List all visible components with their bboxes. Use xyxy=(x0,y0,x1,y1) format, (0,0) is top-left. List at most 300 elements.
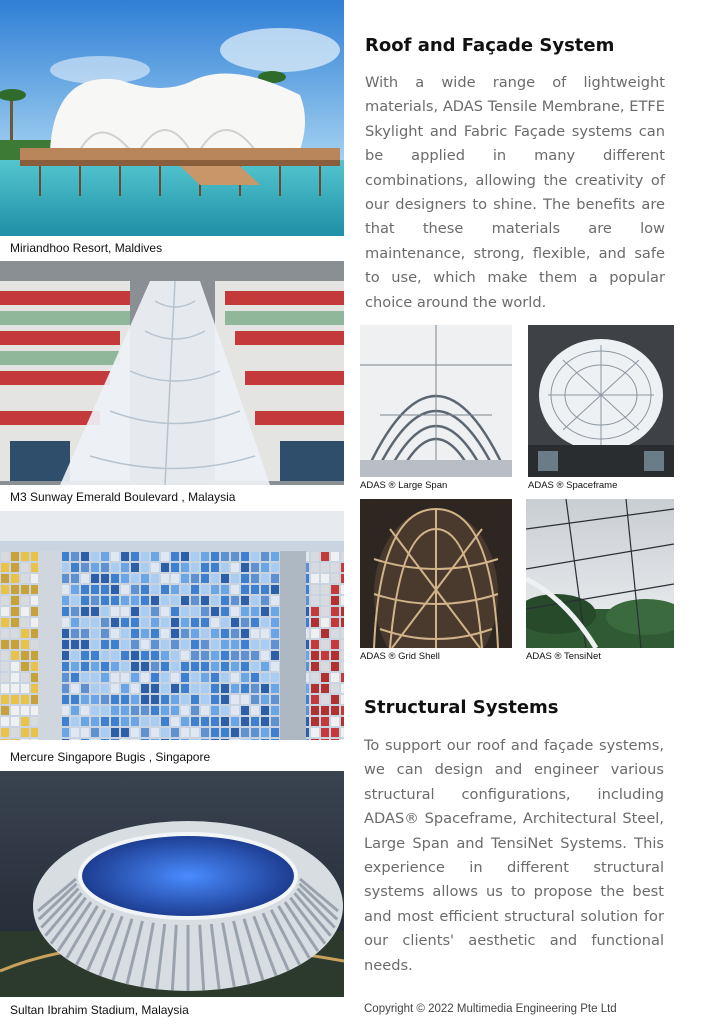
facade-tile xyxy=(141,563,149,572)
facade-tile xyxy=(61,739,69,740)
facade-tile xyxy=(91,585,99,594)
facade-tile xyxy=(211,695,219,704)
facade-tile xyxy=(221,552,229,561)
facade-tile xyxy=(171,563,179,572)
facade-tile xyxy=(181,662,189,671)
facade-tile xyxy=(61,607,69,616)
facade-tile xyxy=(241,574,249,583)
facade-tile xyxy=(81,552,89,561)
facade-tile xyxy=(341,629,344,638)
facade-tile xyxy=(251,629,259,638)
facade-tile xyxy=(151,728,159,737)
facade-tile xyxy=(131,662,139,671)
facade-tile xyxy=(1,739,9,740)
facade-tile xyxy=(241,607,249,616)
facade-tile xyxy=(221,640,229,649)
facade-tile xyxy=(211,607,219,616)
facade-tile xyxy=(61,728,69,737)
facade-tile xyxy=(221,585,229,594)
facade-tile xyxy=(11,640,19,649)
facade-tile xyxy=(241,717,249,726)
facade-tile xyxy=(201,706,209,715)
facade-tile xyxy=(261,739,269,740)
facade-tile xyxy=(191,640,199,649)
facade-tile xyxy=(241,728,249,737)
facade-tile xyxy=(261,673,269,682)
facade-tile xyxy=(311,717,319,726)
facade-tile xyxy=(81,563,89,572)
facade-tile xyxy=(111,684,119,693)
facade-tile xyxy=(1,717,9,726)
facade-tile xyxy=(201,662,209,671)
facade-tile xyxy=(191,684,199,693)
facade-tile xyxy=(201,563,209,572)
facade-tile xyxy=(21,618,29,627)
facade-tile xyxy=(11,596,19,605)
facade-tile xyxy=(151,607,159,616)
facade-tile xyxy=(151,684,159,693)
facade-tile xyxy=(1,629,9,638)
facade-tile xyxy=(321,673,329,682)
facade-tile xyxy=(191,695,199,704)
facade-tile xyxy=(161,629,169,638)
facade-tile xyxy=(81,739,89,740)
facade-tile xyxy=(131,563,139,572)
facade-tile xyxy=(321,706,329,715)
facade-tile xyxy=(101,574,109,583)
facade-tile xyxy=(171,640,179,649)
facade-tile xyxy=(261,640,269,649)
facade-tile xyxy=(81,585,89,594)
facade-tile xyxy=(21,585,29,594)
facade-tile xyxy=(1,640,9,649)
facade-tile xyxy=(131,728,139,737)
facade-tile xyxy=(121,706,129,715)
facade-tile xyxy=(311,695,319,704)
facade-tile xyxy=(31,640,39,649)
facade-tile xyxy=(191,585,199,594)
facade-tile xyxy=(331,739,339,740)
facade-tile xyxy=(91,651,99,660)
facade-tile xyxy=(221,618,229,627)
facade-tile xyxy=(81,607,89,616)
facade-tile xyxy=(261,563,269,572)
facade-tile xyxy=(201,695,209,704)
facade-tile xyxy=(141,662,149,671)
facade-tile xyxy=(91,662,99,671)
facade-tile xyxy=(331,662,339,671)
facade-tile xyxy=(311,684,319,693)
facade-tile xyxy=(231,618,239,627)
facade-tile xyxy=(231,563,239,572)
facade-tile xyxy=(251,695,259,704)
facade-tile xyxy=(121,596,129,605)
facade-tile xyxy=(111,673,119,682)
facade-tile xyxy=(21,695,29,704)
section-title-roof-facade: Roof and Façade System xyxy=(365,35,615,56)
facade-tile xyxy=(151,662,159,671)
facade-tile xyxy=(1,552,9,561)
facade-tile xyxy=(91,728,99,737)
facade-tile xyxy=(191,596,199,605)
facade-tile xyxy=(151,717,159,726)
facade-tile xyxy=(81,618,89,627)
facade-tile xyxy=(201,651,209,660)
facade-tile xyxy=(331,717,339,726)
facade-tile xyxy=(241,739,249,740)
facade-tile xyxy=(81,673,89,682)
facade-tile xyxy=(221,706,229,715)
facade-tile xyxy=(261,607,269,616)
facade-tile xyxy=(331,563,339,572)
facade-tile xyxy=(261,695,269,704)
facade-tile xyxy=(101,695,109,704)
facade-tile xyxy=(61,706,69,715)
facade-tile xyxy=(341,596,344,605)
facade-tile xyxy=(71,607,79,616)
facade-tile xyxy=(331,695,339,704)
facade-tile xyxy=(181,695,189,704)
facade-tile xyxy=(121,662,129,671)
facade-tile xyxy=(241,618,249,627)
facade-tile xyxy=(341,717,344,726)
facade-tile xyxy=(141,651,149,660)
facade-tile xyxy=(101,552,109,561)
facade-tile xyxy=(321,640,329,649)
facade-tile xyxy=(1,684,9,693)
facade-tile xyxy=(341,618,344,627)
facade-tile xyxy=(261,717,269,726)
photo-resort xyxy=(0,0,344,236)
caption-spaceframe: ADAS ® Spaceframe xyxy=(528,480,618,491)
facade-tile xyxy=(171,684,179,693)
photo-stadium xyxy=(0,771,344,997)
facade-tile xyxy=(151,706,159,715)
facade-tile xyxy=(81,728,89,737)
facade-tile xyxy=(141,596,149,605)
facade-tile xyxy=(191,618,199,627)
facade-tile xyxy=(121,607,129,616)
facade-tile xyxy=(71,684,79,693)
facade-tile xyxy=(231,662,239,671)
facade-tile xyxy=(111,706,119,715)
facade-tile xyxy=(11,739,19,740)
facade-tile xyxy=(171,574,179,583)
facade-tile xyxy=(211,629,219,638)
facade-tile xyxy=(321,717,329,726)
facade-tile xyxy=(201,717,209,726)
facade-tile xyxy=(221,563,229,572)
facade-tile xyxy=(11,618,19,627)
facade-tile xyxy=(161,618,169,627)
facade-tile xyxy=(91,695,99,704)
facade-tile xyxy=(221,574,229,583)
photo-walkway xyxy=(0,261,344,485)
facade-tile xyxy=(221,662,229,671)
facade-tile xyxy=(241,596,249,605)
section-body-structural: To support our roof and façade systems, we can design and engineer various structural configurations, including ADAS® Spaceframe, Architectural Steel, Large Span and TensiNet Systems. This experience in different structural systems allows us to propose the best and most efficient structural solution for our clients' aesthetic and functional needs. xyxy=(364,737,664,974)
photo-facade xyxy=(0,511,344,740)
facade-tile xyxy=(71,629,79,638)
facade-tile xyxy=(101,607,109,616)
facade-tile xyxy=(251,618,259,627)
facade-tile xyxy=(71,596,79,605)
facade-tile xyxy=(141,706,149,715)
facade-tile xyxy=(331,552,339,561)
facade-tile xyxy=(181,717,189,726)
facade-tile xyxy=(331,640,339,649)
facade-tile xyxy=(171,552,179,561)
facade-tile xyxy=(91,673,99,682)
facade-tile xyxy=(191,662,199,671)
facade-tile xyxy=(241,585,249,594)
facade-tile xyxy=(161,728,169,737)
facade-tile xyxy=(221,695,229,704)
facade-tile xyxy=(101,728,109,737)
facade-tile xyxy=(181,585,189,594)
facade-tile xyxy=(321,739,329,740)
facade-tile xyxy=(11,563,19,572)
facade-tile xyxy=(251,728,259,737)
facade-tile xyxy=(211,574,219,583)
facade-tile xyxy=(111,574,119,583)
facade-tile xyxy=(161,706,169,715)
facade-tile xyxy=(1,662,9,671)
facade-tile xyxy=(121,695,129,704)
facade-tile xyxy=(121,717,129,726)
facade-tile xyxy=(1,585,9,594)
facade-tile xyxy=(261,574,269,583)
facade-tile xyxy=(151,673,159,682)
facade-tile xyxy=(181,618,189,627)
facade-tile xyxy=(81,717,89,726)
facade-tile xyxy=(311,629,319,638)
facade-tile xyxy=(101,739,109,740)
facade-tile xyxy=(161,640,169,649)
facade-tile xyxy=(111,629,119,638)
facade-tile xyxy=(231,673,239,682)
facade-tile xyxy=(201,673,209,682)
facade-tile xyxy=(1,728,9,737)
facade-tile xyxy=(11,673,19,682)
facade-tile xyxy=(71,651,79,660)
facade-tile xyxy=(191,651,199,660)
facade-tile xyxy=(321,552,329,561)
facade-tile xyxy=(181,673,189,682)
facade-tile xyxy=(101,563,109,572)
facade-tile xyxy=(271,596,279,605)
facade-tile xyxy=(131,585,139,594)
facade-tile xyxy=(11,717,19,726)
facade-tile xyxy=(141,585,149,594)
facade-tile xyxy=(241,684,249,693)
facade-tile xyxy=(201,552,209,561)
facade-tile xyxy=(11,684,19,693)
facade-tile xyxy=(11,695,19,704)
facade-tile xyxy=(81,706,89,715)
facade-tile xyxy=(161,684,169,693)
facade-tile xyxy=(151,552,159,561)
facade-tile xyxy=(321,596,329,605)
facade-tile xyxy=(251,684,259,693)
facade-tile xyxy=(31,596,39,605)
facade-tile xyxy=(191,552,199,561)
facade-tile xyxy=(1,574,9,583)
facade-tile xyxy=(241,563,249,572)
facade-tile xyxy=(231,739,239,740)
facade-tile xyxy=(21,728,29,737)
facade-tile xyxy=(21,563,29,572)
facade-tile xyxy=(161,695,169,704)
facade-tile xyxy=(11,574,19,583)
facade-tile xyxy=(341,662,344,671)
facade-tile xyxy=(71,552,79,561)
facade-tile xyxy=(191,728,199,737)
facade-tile xyxy=(171,607,179,616)
caption-stadium: Sultan Ibrahim Stadium, Malaysia xyxy=(10,1003,189,1017)
facade-tile xyxy=(71,662,79,671)
facade-tile xyxy=(261,706,269,715)
facade-tile xyxy=(201,728,209,737)
facade-tile xyxy=(211,706,219,715)
facade-tile xyxy=(111,662,119,671)
facade-tile xyxy=(131,607,139,616)
facade-tile xyxy=(271,684,279,693)
facade-tile xyxy=(111,618,119,627)
facade-tile xyxy=(61,629,69,638)
facade-tile xyxy=(131,739,139,740)
facade-tile xyxy=(131,673,139,682)
facade-tile xyxy=(231,585,239,594)
facade-tile xyxy=(231,574,239,583)
facade-tile xyxy=(101,706,109,715)
facade-tile xyxy=(61,563,69,572)
facade-tile xyxy=(21,574,29,583)
facade-tile xyxy=(311,607,319,616)
facade-tile xyxy=(161,717,169,726)
caption-large-span: ADAS ® Large Span xyxy=(360,480,448,491)
facade-tile xyxy=(71,739,79,740)
facade-tile xyxy=(211,739,219,740)
facade-tile xyxy=(181,563,189,572)
facade-tile xyxy=(321,618,329,627)
facade-tile xyxy=(221,717,229,726)
facade-tile xyxy=(251,596,259,605)
facade-tile xyxy=(21,673,29,682)
facade-tile xyxy=(191,706,199,715)
facade-tile xyxy=(81,629,89,638)
facade-tile xyxy=(211,618,219,627)
facade-tile xyxy=(91,596,99,605)
facade-tile xyxy=(311,574,319,583)
facade-tile xyxy=(141,629,149,638)
facade-tile xyxy=(91,607,99,616)
facade-tile xyxy=(1,607,9,616)
facade-tile xyxy=(331,574,339,583)
facade-tile xyxy=(261,585,269,594)
facade-tile xyxy=(251,706,259,715)
facade-tile xyxy=(261,618,269,627)
facade-tile xyxy=(111,695,119,704)
facade-tile xyxy=(91,563,99,572)
facade-tile xyxy=(71,728,79,737)
facade-tile xyxy=(181,728,189,737)
facade-tile xyxy=(81,651,89,660)
facade-tile xyxy=(141,552,149,561)
facade-tile xyxy=(241,640,249,649)
caption-tensinet: ADAS ® TensiNet xyxy=(526,651,601,662)
facade-tile xyxy=(101,717,109,726)
facade-tile xyxy=(11,651,19,660)
facade-tile xyxy=(61,585,69,594)
facade-tile xyxy=(161,596,169,605)
facade-tile xyxy=(341,684,344,693)
facade-tile xyxy=(171,695,179,704)
facade-tile xyxy=(161,574,169,583)
facade-tile xyxy=(211,596,219,605)
facade-tile xyxy=(61,684,69,693)
facade-tile xyxy=(311,563,319,572)
facade-tile xyxy=(321,684,329,693)
facade-tile xyxy=(31,618,39,627)
facade-tile xyxy=(161,651,169,660)
facade-tile xyxy=(141,717,149,726)
facade-tile xyxy=(91,552,99,561)
facade-tile xyxy=(201,607,209,616)
facade-tile xyxy=(131,684,139,693)
facade-tile xyxy=(341,706,344,715)
facade-tile xyxy=(1,596,9,605)
facade-tile xyxy=(231,640,239,649)
facade-tile xyxy=(111,596,119,605)
facade-tile xyxy=(271,695,279,704)
facade-tile xyxy=(21,607,29,616)
facade-tile xyxy=(11,629,19,638)
facade-tile xyxy=(251,662,259,671)
facade-tile xyxy=(191,629,199,638)
facade-tile xyxy=(341,563,344,572)
facade-tile xyxy=(101,618,109,627)
facade-tile xyxy=(261,684,269,693)
facade-tile xyxy=(151,629,159,638)
facade-tile xyxy=(341,739,344,740)
facade-tile xyxy=(331,618,339,627)
facade-tile xyxy=(131,618,139,627)
facade-tile xyxy=(181,629,189,638)
facade-tile xyxy=(111,607,119,616)
facade-tile xyxy=(181,706,189,715)
facade-tile xyxy=(121,739,129,740)
facade-tile xyxy=(221,728,229,737)
facade-tile xyxy=(121,629,129,638)
facade-tile xyxy=(321,651,329,660)
facade-tile xyxy=(241,695,249,704)
facade-tile xyxy=(321,728,329,737)
facade-tile xyxy=(321,695,329,704)
facade-tile xyxy=(311,739,319,740)
facade-tile xyxy=(151,739,159,740)
facade-tile xyxy=(111,651,119,660)
facade-tile xyxy=(91,717,99,726)
facade-tile xyxy=(321,574,329,583)
facade-tile xyxy=(121,651,129,660)
facade-tile xyxy=(271,629,279,638)
facade-tile xyxy=(151,563,159,572)
facade-tile xyxy=(201,585,209,594)
facade-tile xyxy=(311,651,319,660)
facade-tile xyxy=(171,739,179,740)
facade-tile xyxy=(21,739,29,740)
